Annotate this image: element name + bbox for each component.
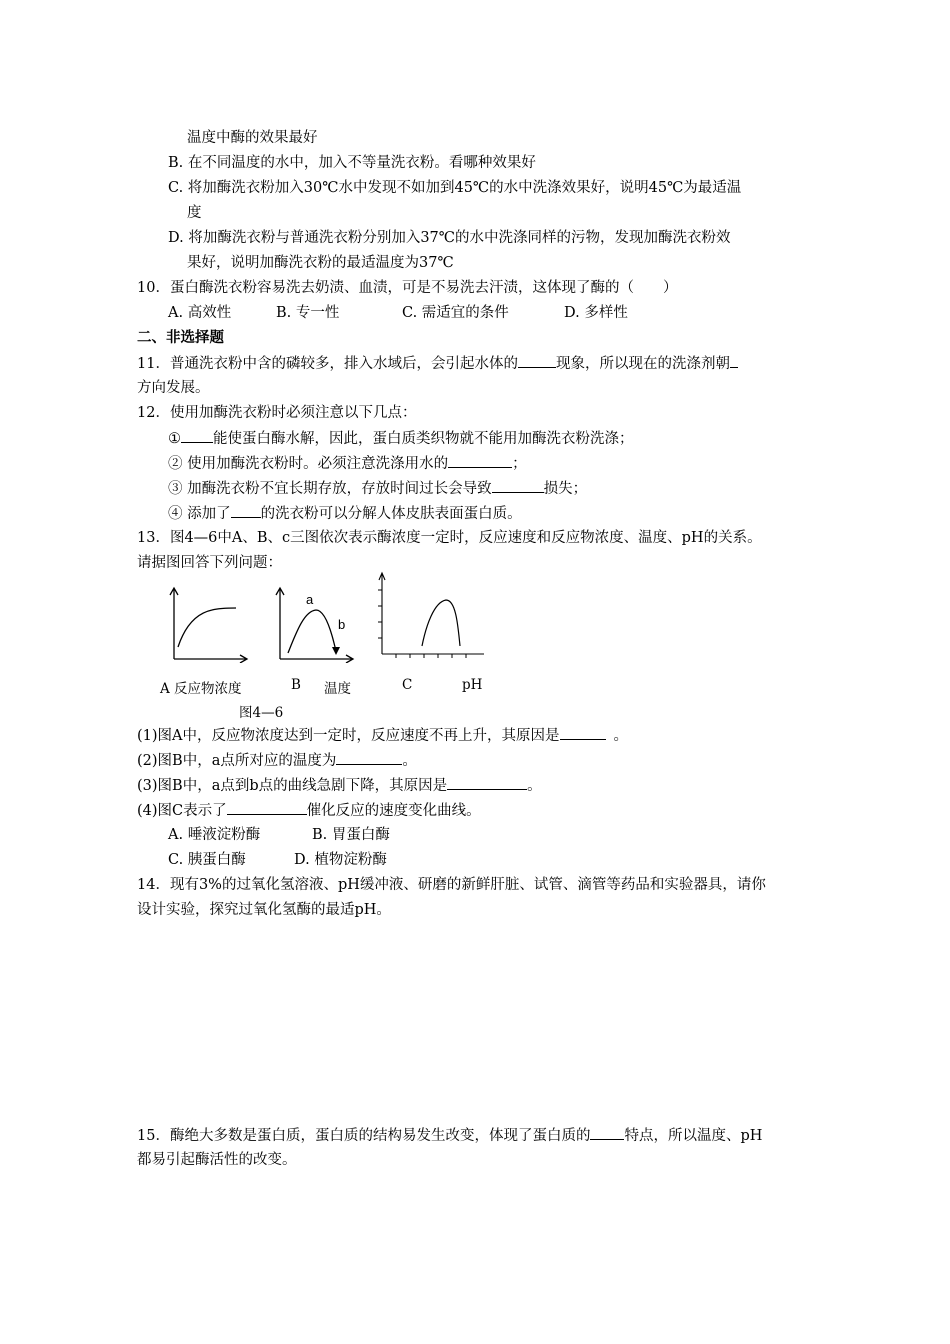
figure-b-label: 温度 [324,681,351,697]
q13-option-d: D. 植物淀粉酶 [294,852,387,868]
q11-text-1: 11．普通洗衣粉中含的磷较多，排入水域后，会引起水体的 [137,356,518,372]
figure-c-letter: C [402,677,413,693]
q12-item-3 [168,478,587,499]
q12-item-2-end: ； [512,456,527,472]
q10-option-c: C. 需适宜的条件 [402,305,509,321]
q12-item-1-number: ① [168,431,181,447]
q12-item-1 [168,428,634,449]
q13-sub-2-end: 。 [402,753,417,769]
figure-c-graph [372,570,487,662]
q12-blank-2[interactable] [448,453,512,468]
q13-blank-3[interactable] [447,775,527,790]
q15-line2: 都易引起酶活性的改变。 [137,1152,297,1168]
q12-item-1-text: 能使蛋白酶水解，因此，蛋白质类织物就不能用加酶洗衣粉洗涤； [213,431,634,447]
figure-c-label: pH [462,677,483,693]
q13-sub-1 [137,725,628,746]
q9-option-c-line2: 度 [187,205,202,221]
q11-blank-2[interactable] [730,353,738,368]
q13-sub-3-end: 。 [527,778,542,794]
q10-stem: 10．蛋白酶洗衣粉容易洗去奶渍、血渍，可是不易洗去汗渍，这体现了酶的（ ） [137,280,678,296]
q15-text-2: 特点，所以温度、pH [624,1128,763,1144]
figure-b-letter: B [291,677,301,693]
section-heading: 二、非选择题 [137,330,224,346]
q12-item-4 [168,503,522,524]
q13-blank-4[interactable] [227,800,307,815]
q15-line1 [137,1125,762,1146]
q13-sub-4-end: 催化反应的速度变化曲线。 [306,803,481,819]
q13-sub-1-text: (1)图A中，反应物浓度达到一定时，反应速度不再上升，其原因是 [137,728,560,744]
q13-stem-line1: 13．图4—6中A、B、c三图依次表示酶浓度一定时，反应速度和反应物浓度、温度、pH的关系。 [137,530,762,546]
q9-option-a-continuation: 温度中酶的效果最好 [187,130,318,146]
q13-option-c: C. 胰蛋白酶 [168,852,246,868]
q13-option-b: B. 胃蛋白酶 [312,827,390,843]
point-a-label: a [306,592,314,607]
q13-sub-2-text: (2)图B中，a点所对应的温度为 [137,753,337,769]
q13-sub-4-text: (4)图C表示了 [137,803,227,819]
q13-sub-1-end: 。 [613,728,629,744]
q12-item-4-text: ④ 添加了 [168,506,231,522]
q11-blank-1[interactable] [518,353,556,368]
q13-option-a: A. 唾液淀粉酶 [168,827,261,843]
q13-sub-3 [137,775,542,796]
q12-blank-1[interactable] [181,428,213,443]
figure-a-label: A 反应物浓度 [160,681,242,697]
q12-item-2-text: ② 使用加酶洗衣粉时。必须注意洗涤用水的 [168,456,449,472]
q13-blank-2[interactable] [336,750,402,765]
q12-stem: 12．使用加酶洗衣粉时必须注意以下几点： [137,405,417,421]
q12-blank-3[interactable] [492,478,544,493]
q13-stem-line2: 请据图回答下列问题： [137,555,282,571]
q11-text-2: 现象，所以现在的洗涤剂朝 [555,356,730,372]
q9-option-b: B. 在不同温度的水中，加入不等量洗衣粉。看哪种效果好 [168,155,536,171]
q10-option-a: A. 高效性 [168,305,232,321]
q12-item-3-end: 损失； [543,481,588,497]
figure-a-graph [160,583,250,663]
q12-item-2 [168,453,527,474]
q10-option-d: D. 多样性 [564,305,628,321]
q13-sub-4 [137,800,481,821]
q12-blank-4[interactable] [231,503,261,518]
q9-option-d-line1: D. 将加酶洗衣粉与普通洗衣粉分别加入37℃的水中洗涤同样的污物，发现加酶洗衣粉效 [168,230,731,246]
q14-line2: 设计实验，探究过氧化氢酶的最适pH。 [137,902,391,918]
figure-caption: 图4—6 [239,705,284,721]
q13-sub-3-text: (3)图B中，a点到b点的曲线急剧下降，其原因是 [137,778,448,794]
q11-line1 [137,353,738,374]
point-b-label: b [338,617,346,632]
q12-item-3-text: ③ 加酶洗衣粉不宜长期存放，存放时间过长会导致 [168,481,492,497]
q13-sub-2 [137,750,417,771]
q15-blank[interactable] [590,1125,624,1140]
q12-item-4-end: 的洗衣粉可以分解人体皮肤表面蛋白质。 [260,506,522,522]
q9-option-c-line1: C. 将加酶洗衣粉加入30℃水中发现不如加到45℃的水中洗涤效果好，说明45℃为最适温 [168,180,742,196]
q15-text-1: 15．酶绝大多数是蛋白质，蛋白质的结构易发生改变，体现了蛋白质的 [137,1128,591,1144]
q9-option-d-line2: 果好，说明加酶洗衣粉的最适温度为37℃ [187,255,454,271]
q13-blank-1[interactable] [560,725,606,740]
figure-b-graph [268,583,358,663]
q10-option-b: B. 专一性 [276,305,340,321]
q11-line2: 方向发展。 [137,380,210,396]
q14-line1: 14．现有3%的过氧化氢溶液、pH缓冲液、研磨的新鲜肝脏、试管、滴管等药品和实验器具，请你 [137,877,766,893]
